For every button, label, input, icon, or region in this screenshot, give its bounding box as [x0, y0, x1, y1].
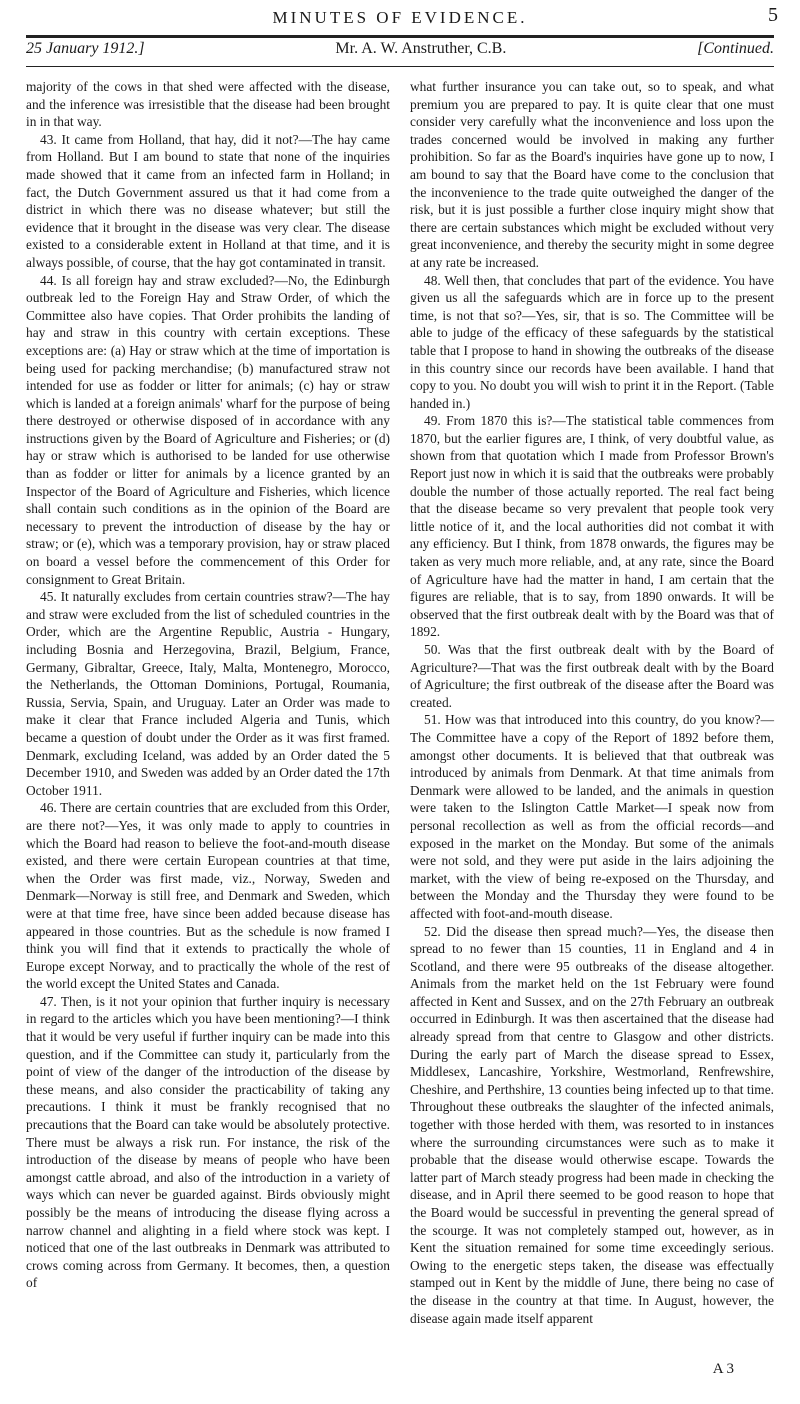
left-column	[26, 78, 390, 1292]
witness-name: Mr. A. W. Anstruther, C.B.	[335, 40, 507, 57]
paragraph: 50. Was that the first outbreak dealt with by the Board of Agriculture?—That was the first outbreak dealt with by the Board of Agriculture; the first outbreak of the disease after the Board was created.	[410, 642, 774, 710]
signature-mark: A 3	[712, 1361, 734, 1377]
paragraph: 48. Well then, that concludes that part of the evidence. You have given us all the safeguards which are in force up to the present time, is not that so?—Yes, sir, that is so. The Committee will be able to judge of the efficacy of these safeguards by the statistical table that I propose to hand in showing the outbreaks of the disease in this country since our records have been available. I hand that copy to you. No doubt you will wish to print it in the Report. (Table handed in.)	[410, 272, 774, 411]
right-column	[410, 78, 774, 1327]
paragraph: 47. Then, is it not your opinion that further inquiry is necessary in regard to the articles which you have been mentioning?—I think that it would be very useful if further inquiry can be made into this question, and if the Committee can study it, particularly from the point of view of the danger of the introduction of the disease by these means, and also consider the practicability of taking any precautions. I think it must be frankly recognised that no precautions that the Board can take would be absolutely protective. There must be always a risk run. For instance, the risk of the introduction of the disease by means of people who have been amongst cattle abroad, and also of the introduction in a variety of ways which can never be guarded against. Birds obviously might possibly be the means of introducing the disease flying across a narrow channel and alighting in a field where stock was kept. I noticed that one of the last outbreaks in Denmark was attributed to crows coming across from Germany. It becomes, then, a question of	[26, 993, 390, 1291]
paragraph: 44. Is all foreign hay and straw excluded?—No, the Edinburgh outbreak led to the Foreign Hay and Straw Order, of which the Committee also have copies. That Order prohibits the landing of hay and straw in this country with certain exceptions. These exceptions are: (a) Hay or straw which at the time of importation is being used for packing merchandise; (b) manufactured straw not intended for use as fodder or litter for animals; (c) hay or straw which is landed at a foreign animals' wharf for the purpose of being there destroyed or otherwise disposed of in accordance with any instructions given by the Board of Agriculture and Fisheries; or (d) hay or straw which is authorised to be landed for use otherwise than as fodder or litter for animals by a licence granted by an Inspector of the Board of Agriculture and Fisheries, which licence shall contain such conditions as in the opinion of the Board are necessary to prevent the introduction of disease by the hay or straw; or (e), which was a temporary provision, hay or straw placed on board a vessel before the commencement of this Order for consignment to Great Britain.	[26, 272, 390, 587]
paragraph: what further insurance you can take out, so to speak, and what premium you are prepared to pay. It is quite clear that one must consider very carefully what the inconvenience and loss upon the trades concerned would be involved in making any further prohibition. So far as the Board's inquiries have gone up to now, I am bound to say that the Board have come to the conclusion that the inconvenience to the trade quite outweighed the danger of the risk, but it is just possible a further close inquiry might show that there are certain substances which might be excluded without very great inconvenience, and thereby the security might in some degree at any rate be increased.	[410, 79, 774, 270]
running-head: MINUTES OF EVIDENCE.	[272, 8, 528, 27]
paragraph: 46. There are certain countries that are excluded from this Order, are there not?—Yes, it was only made to apply to countries in which the Board had reason to believe the foot-and-mouth disease existed, and there were certain European countries at that time, when the Order was first made, viz., Norway, Sweden and Denmark—Norway is still free, and Denmark and Sweden, which were at that time free, have since been added because disease has appeared in those countries. But as the schedule is now framed I think you will find that it extends to practically the whole of Europe except Norway, and to practically the whole of the rest of the world except the United States and Canada.	[26, 800, 390, 992]
header-rule	[26, 35, 774, 38]
paragraph: 51. How was that introduced into this country, do you know?—The Committee have a copy of the Report of 1892 before them, amongst other documents. It is believed that that outbreak was introduced by animals from Denmark. At that time animals from Denmark were allowed to be landed, and the animals in question were taken to the Islington Cattle Market—I speak now from personal recollection as well as from the official records—and exposed in the market on the Monday. But some of the animals were not sold, and they were put aside in the lairs adjoining the market, with the view of being re-exposed on the Thursday, and between the Monday and the Thursday they were found to be affected with foot-and-mouth disease.	[410, 712, 774, 921]
subhead-rule	[26, 66, 774, 67]
paragraph: 43. It came from Holland, that hay, did it not?—The hay came from Holland. But I am bound to state that none of the inquiries made showed that it came from an infected farm in Holland; in fact, the Dutch Government assured us that it had come from a district in which there was no disease whatever; but still the evidence that it brought in the disease was very clear. The disease existed to a considerable extent in Holland at that time, and it is always possible, of course, that the hay got contaminated in transit.	[26, 131, 390, 270]
paragraph: 52. Did the disease then spread much?—Yes, the disease then spread to no fewer than 15 counties, 11 in England and 4 in Scotland, and there were 95 outbreaks of the disease altogether. Animals from the market held on the 1st February were found affected in Kent and Sussex, and on the 27th February an outbreak occurred in Edinburgh. It was then ascertained that the disease had already spread from that centre to Glasgow and other districts. During the early part of March the disease spread to Essex, Middlesex, Lancashire, Yorkshire, Westmorland, Renfrewshire, Cheshire, and Perthshire, 13 counties being infected up to that time. Throughout these outbreaks the slaughter of the infected animals, together with those herded with them, was resorted to in instances where the surrounding circumstances were such as to make it probable that the disease would otherwise escape. Towards the latter part of March steady progress had been made in checking the disease, and in April there seemed to be good reason to hope that the Board would be successful in preventing the general spread of the scourge. It was not completely stamped out, however, as in Kent the situation remained for some time exceedingly serious. Owing to the energetic steps taken, the disease was effectually stamped out in Kent by the middle of June, there being no case of the disease in the country at that time. In August, however, the disease again made itself apparent	[410, 923, 774, 1326]
paragraph: majority of the cows in that shed were affected with the disease, and the inference was irresistible that the disease had been brought in in that way.	[26, 79, 390, 130]
page-number: 5	[768, 4, 778, 26]
paragraph: 45. It naturally excludes from certain countries straw?—The hay and straw were excluded from the list of scheduled countries in the Order, which are the Argentine Republic, Austria - Hungary, including Bosnia and Herzegovina, Brazil, Belgium, France, Germany, Gibraltar, Greece, Italy, Malta, Montenegro, Morocco, the Netherlands, the Ottoman Dominions, Portugal, Roumania, Russia, Servia, Spain, and Uruguay. Later an Order was made to make it clear that France included Algeria and Tunis, which became a question of doubt under the Order as it was first framed. Denmark, excluding Iceland, was added by an Order dated the 5 December 1910, and Sweden was added by an Order dated the 17th October 1911.	[26, 589, 390, 798]
paragraph: 49. From 1870 this is?—The statistical table commences from 1870, but the earlier figures are, I think, of very doubtful value, as shown from that quotation which I made from Professor Brown's Report just now in which it is said that the outbreaks were probably double the number of those actually reported. The real fact being that the disease became so very prevalent that people took very little notice of it, and the local authorities did not combat it with any efficiency. But I think, from 1878 onwards, the figures may be taken as very much more reliable, and, at any rate, since the Board of Agriculture have had the matter in hand, I am certain that the figures are reliable, that is to say, from 1890 onwards. It will be observed that the first outbreak dealt with by the Board was that of 1892.	[410, 413, 774, 640]
subhead	[26, 40, 774, 58]
session-date: 25 January 1912.]	[26, 40, 145, 57]
continued-label: [Continued.	[697, 40, 774, 57]
